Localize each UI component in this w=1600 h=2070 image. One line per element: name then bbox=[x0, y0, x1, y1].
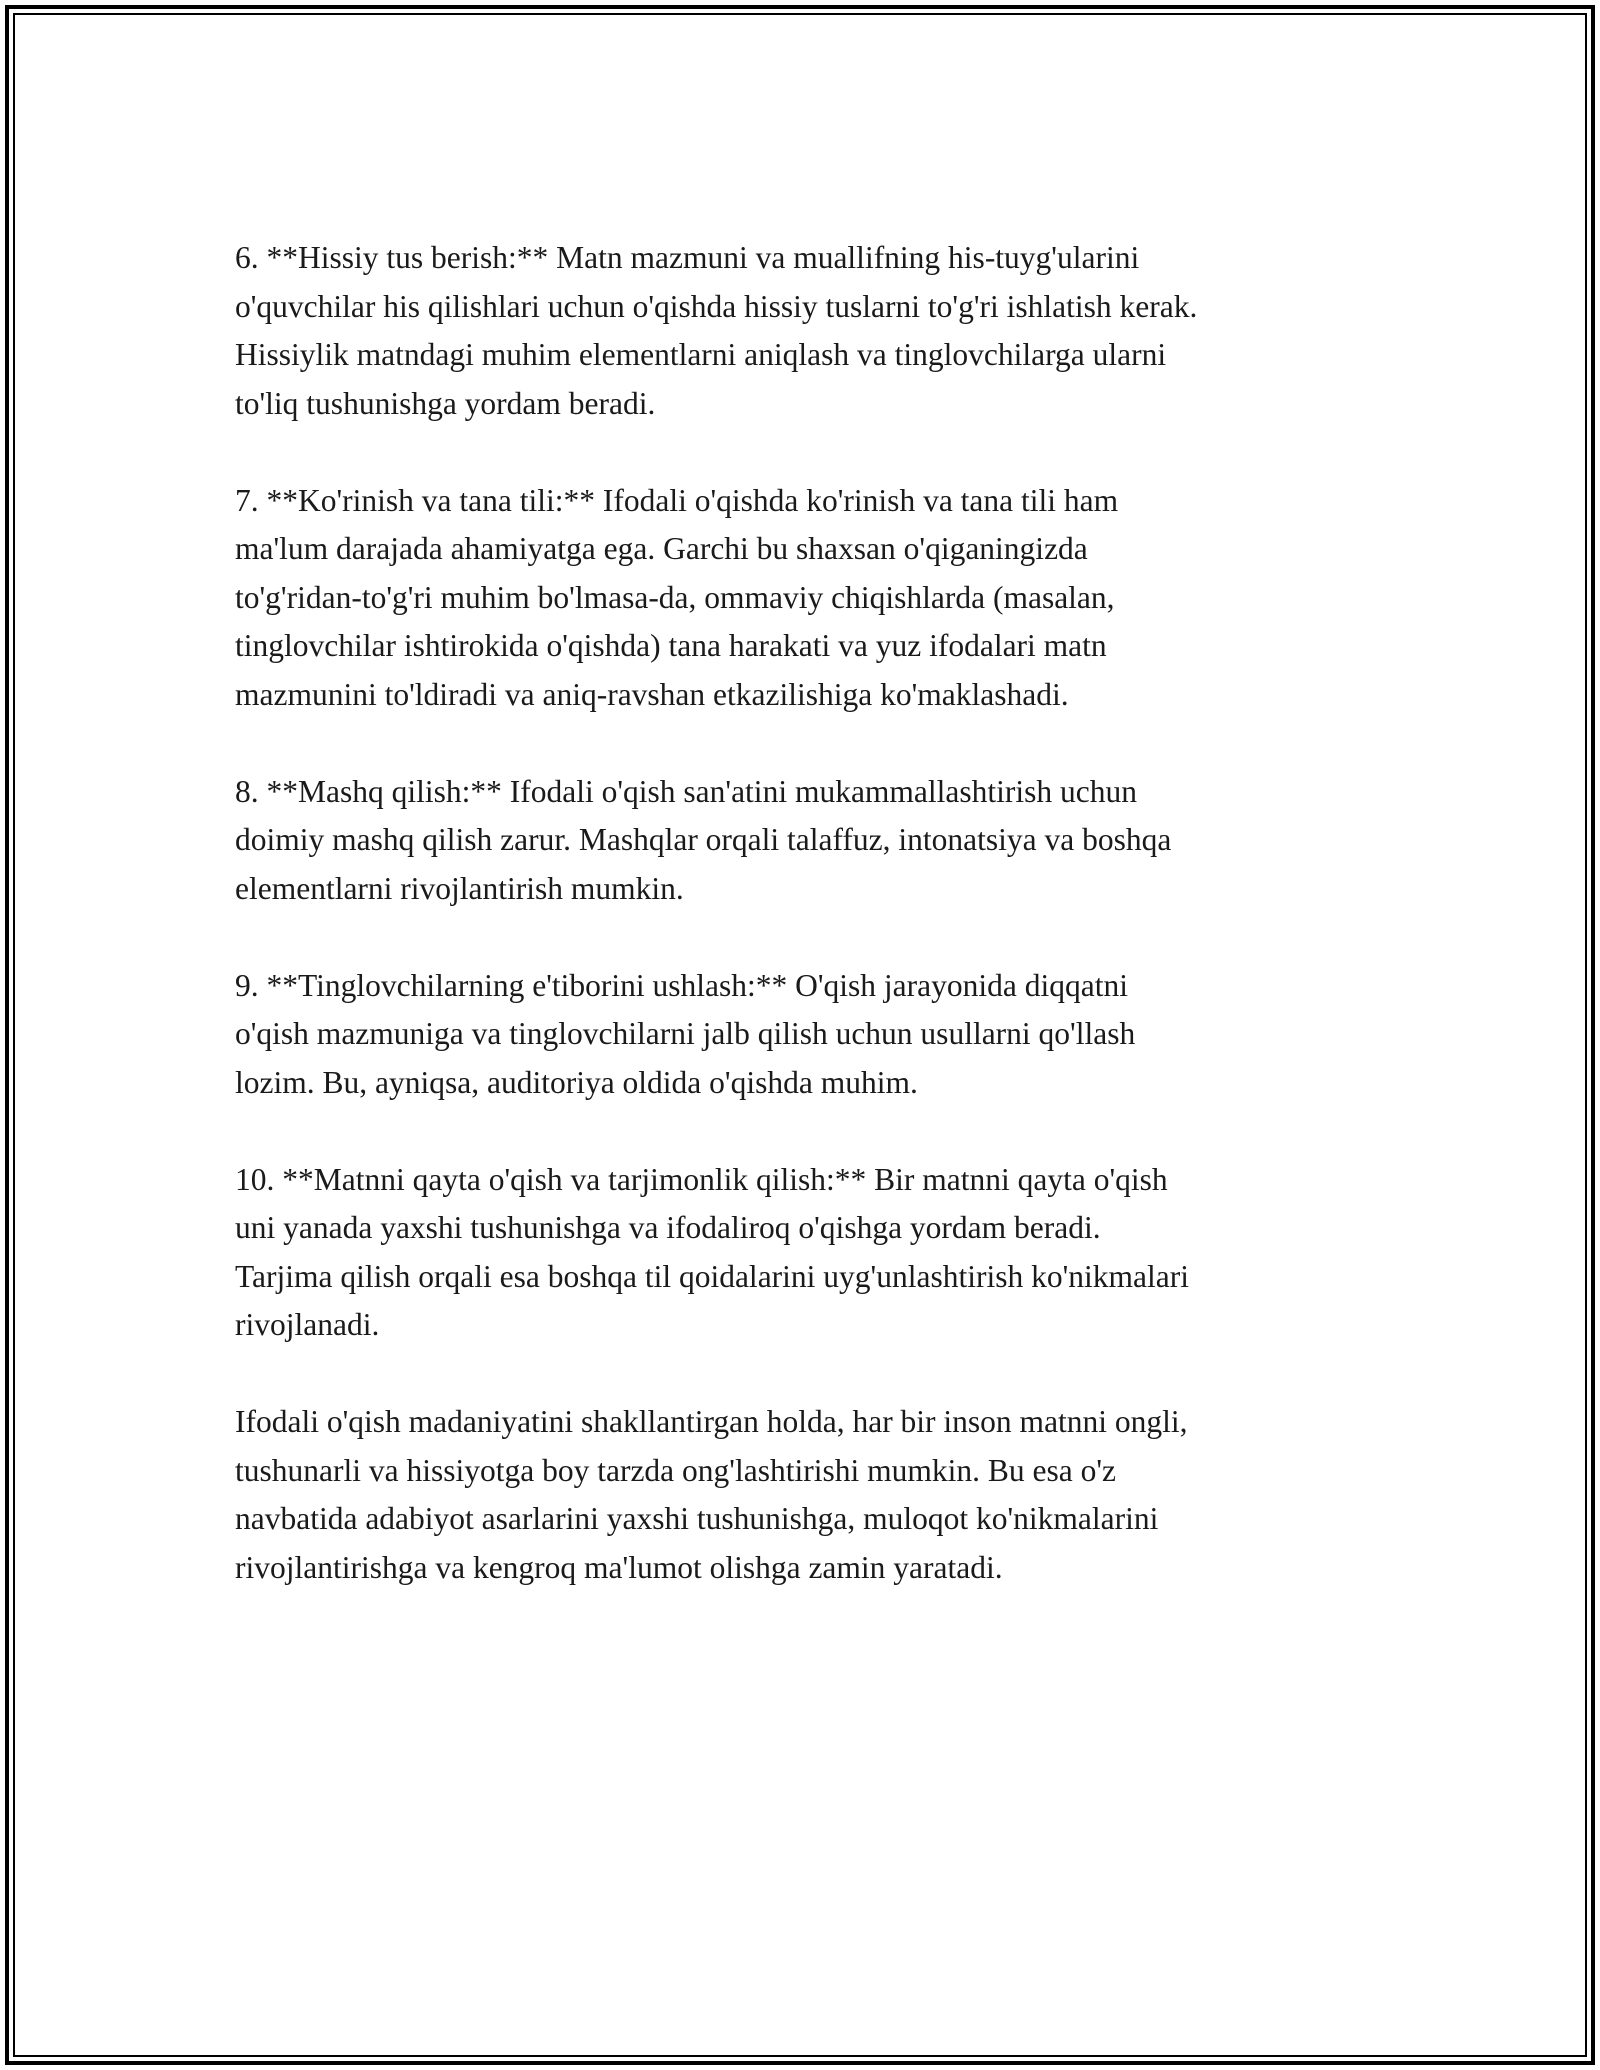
page-content bbox=[235, 234, 1375, 1641]
paragraph-conclusion: Ifodali o'qish madaniyatini shakllantirgan holda, har bir inson matnni ongli, tushunarli va hissiyotga boy tarzda ong'lashtirishi mumkin. Bu esa o'z navbatida adabiyot asarlarini yaxshi tushunishga, muloqot ko'nikmalarini rivojlantirishga va kengroq ma'lumot olishga zamin yaratadi. bbox=[235, 1404, 1188, 1585]
paragraph-item-9: 9. **Tinglovchilarning e'tiborini ushlash:** O'qish jarayonida diqqatni o'qish mazmuniga va tinglovchilarni jalb qilish uchun usullarni qo'llash lozim. Bu, ayniqsa, auditoriya oldida o'qishda muhim. bbox=[235, 967, 1136, 1100]
paragraph-item-10: 10. **Matnni qayta o'qish va tarjimonlik qilish:** Bir matnni qayta o'qish uni yanada yaxshi tushunishga va ifodaliroq o'qishga yordam beradi. Tarjima qilish orqali esa boshqa til qoidalarini uyg'unlashtirish ko'nikmalari rivojlanadi. bbox=[235, 1161, 1189, 1342]
paragraph-item-6: 6. **Hissiy tus berish:** Matn mazmuni va muallifning his-tuyg'ularini o'quvchilar his qilishlari uchun o'qishda hissiy tuslarni to'g'ri ishlatish kerak. Hissiylik matndagi muhim elementlarni aniqlash va tinglovchilarga ularni to'liq tushunishga yordam beradi. bbox=[235, 240, 1198, 421]
paragraph-item-8: 8. **Mashq qilish:** Ifodali o'qish san'atini mukammallashtirish uchun doimiy mashq qilish zarur. Mashqlar orqali talaffuz, intonatsiya va boshqa elementlarni rivojlantirish mumkin. bbox=[235, 773, 1172, 906]
paragraph-item-7: 7. **Ko'rinish va tana tili:** Ifodali o'qishda ko'rinish va tana tili ham ma'lum darajada ahamiyatga ega. Garchi bu shaxsan o'qiganingizda to'g'ridan-to'g'ri muhim bo'lmasa-da, ommaviy chiqishlarda (masalan, tinglovchilar ishtirokida o'qishda) tana harakati va yuz ifodalari matn mazmunini to'ldiradi va aniq-ravshan etkazilishiga ko'maklashadi. bbox=[235, 482, 1119, 712]
